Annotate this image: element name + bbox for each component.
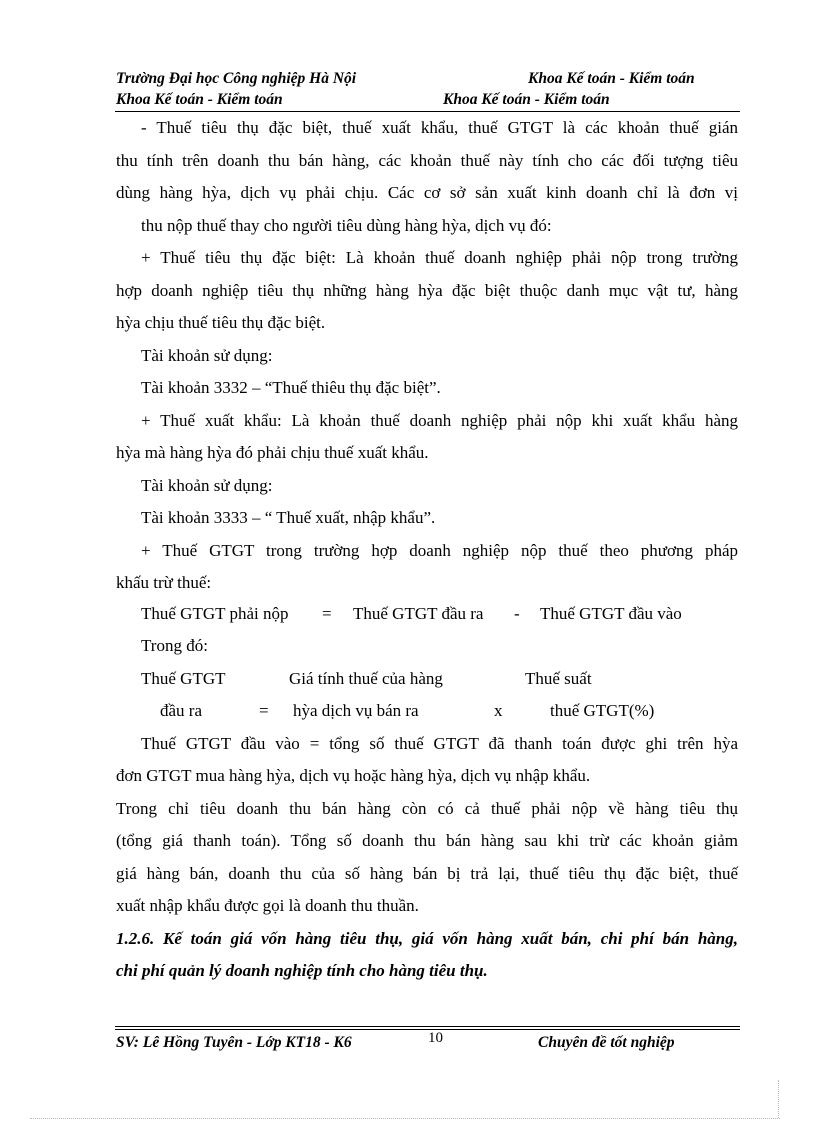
footer-doc-type: Chuyên đề tốt nghiệp: [538, 1034, 675, 1051]
formula-2-lhs-top: Thuế GTGT: [141, 669, 226, 688]
body-line-21: giá hàng bán, doanh thu của số hàng bán bị trả lại, thuế tiêu thụ đặc biệt, thuế: [116, 864, 738, 883]
section-heading-line-2: chi phí quản lý doanh nghiệp tính cho hàng tiêu thụ.: [116, 961, 488, 980]
body-line-10: + Thuế xuất khẩu: Là khoản thuế doanh nghiệp phải nộp khi xuất khẩu hàng: [141, 411, 738, 430]
formula-2-price-bottom: hỳa dịch vụ bán ra: [293, 701, 419, 720]
formula-1-output-vat: Thuế GTGT đầu ra: [353, 604, 484, 623]
body-line-6: hợp doanh nghiệp tiêu thụ những hàng hỳa đặc biệt thuộc danh mục vật tư, hàng: [116, 281, 738, 300]
formula-2-rate-top: Thuế suất: [525, 669, 592, 688]
body-line-15: khấu trừ thuế:: [116, 573, 212, 592]
body-line-22: xuất nhập khẩu được gọi là doanh thu thuần.: [116, 896, 419, 915]
footer-student: SV: Lê Hồng Tuyên - Lớp KT18 - K6: [116, 1034, 352, 1051]
body-line-4: thu nộp thuế thay cho người tiêu dùng hàng hỳa, dịch vụ đó:: [141, 216, 552, 235]
body-line-9: Tài khoản 3332 – “Thuế thiêu thụ đặc biệt”.: [141, 378, 441, 397]
header-dept-right: Khoa Kế toán - Kiểm toán: [528, 70, 695, 87]
body-line-20: (tổng giá thanh toán). Tổng số doanh thu bán hàng sau khi trừ các khoản giảm: [116, 831, 738, 850]
body-line-18: đơn GTGT mua hàng hỳa, dịch vụ hoặc hàng hỳa, dịch vụ nhập khẩu.: [116, 766, 591, 785]
formula-1-minus: -: [514, 604, 520, 623]
formula-2-times: x: [494, 701, 503, 720]
page-edge-marks: [30, 1118, 780, 1119]
body-line-14: + Thuế GTGT trong trường hợp doanh nghiệp nộp thuế theo phương pháp: [141, 541, 738, 560]
body-line-2: thu tính trên doanh thu bán hàng, các khoản thuế này tính cho các đối tượng tiêu: [116, 151, 738, 170]
formula-1-lhs: Thuế GTGT phải nộp: [141, 604, 289, 623]
header-rule: [115, 111, 740, 112]
body-line-3: dùng hàng hỳa, dịch vụ phải chịu. Các cơ sở sản xuất kinh doanh chỉ là đơn vị: [116, 183, 738, 202]
section-heading-line-1: 1.2.6. Kế toán giá vốn hàng tiêu thụ, giá vốn hàng xuất bán, chi phí bán hàng,: [116, 929, 738, 948]
body-line-16: Trong đó:: [141, 636, 208, 655]
body-line-8: Tài khoản sử dụng:: [141, 346, 273, 365]
body-line-11: hỳa mà hàng hỳa đó phải chịu thuế xuất khẩu.: [116, 443, 429, 462]
formula-1-equals: =: [322, 604, 332, 623]
formula-2-equals: =: [259, 701, 269, 720]
body-line-1: - Thuế tiêu thụ đặc biệt, thuế xuất khẩu, thuế GTGT là các khoản thuế gián: [141, 118, 738, 137]
header-dept-center: Khoa Kế toán - Kiểm toán: [443, 91, 610, 108]
formula-2-rate-bottom: thuế GTGT(%): [550, 701, 655, 720]
body-line-5: + Thuế tiêu thụ đặc biệt: Là khoản thuế doanh nghiệp phải nộp trong trường: [141, 248, 738, 267]
body-line-17: Thuế GTGT đầu vào = tổng số thuế GTGT đã thanh toán được ghi trên hỳa: [141, 734, 738, 753]
page-number: 10: [428, 1030, 443, 1046]
formula-2-lhs-bottom: đầu ra: [160, 701, 203, 720]
footer-rule-top: [115, 1026, 740, 1027]
formula-2-price-top: Giá tính thuế của hàng: [289, 669, 443, 688]
formula-1-input-vat: Thuế GTGT đầu vào: [540, 604, 682, 623]
page-corner-mark: [778, 1080, 779, 1118]
header-dept-left: Khoa Kế toán - Kiểm toán: [116, 91, 283, 108]
body-line-7: hỳa chịu thuế tiêu thụ đặc biệt.: [116, 313, 326, 332]
header-school: Trường Đại học Công nghiệp Hà Nội: [116, 70, 357, 87]
body-line-19: Trong chỉ tiêu doanh thu bán hàng còn có cả thuế phải nộp về hàng tiêu thụ: [116, 799, 738, 818]
body-line-13: Tài khoản 3333 – “ Thuế xuất, nhập khẩu”.: [141, 508, 436, 527]
body-line-12: Tài khoản sử dụng:: [141, 476, 273, 495]
